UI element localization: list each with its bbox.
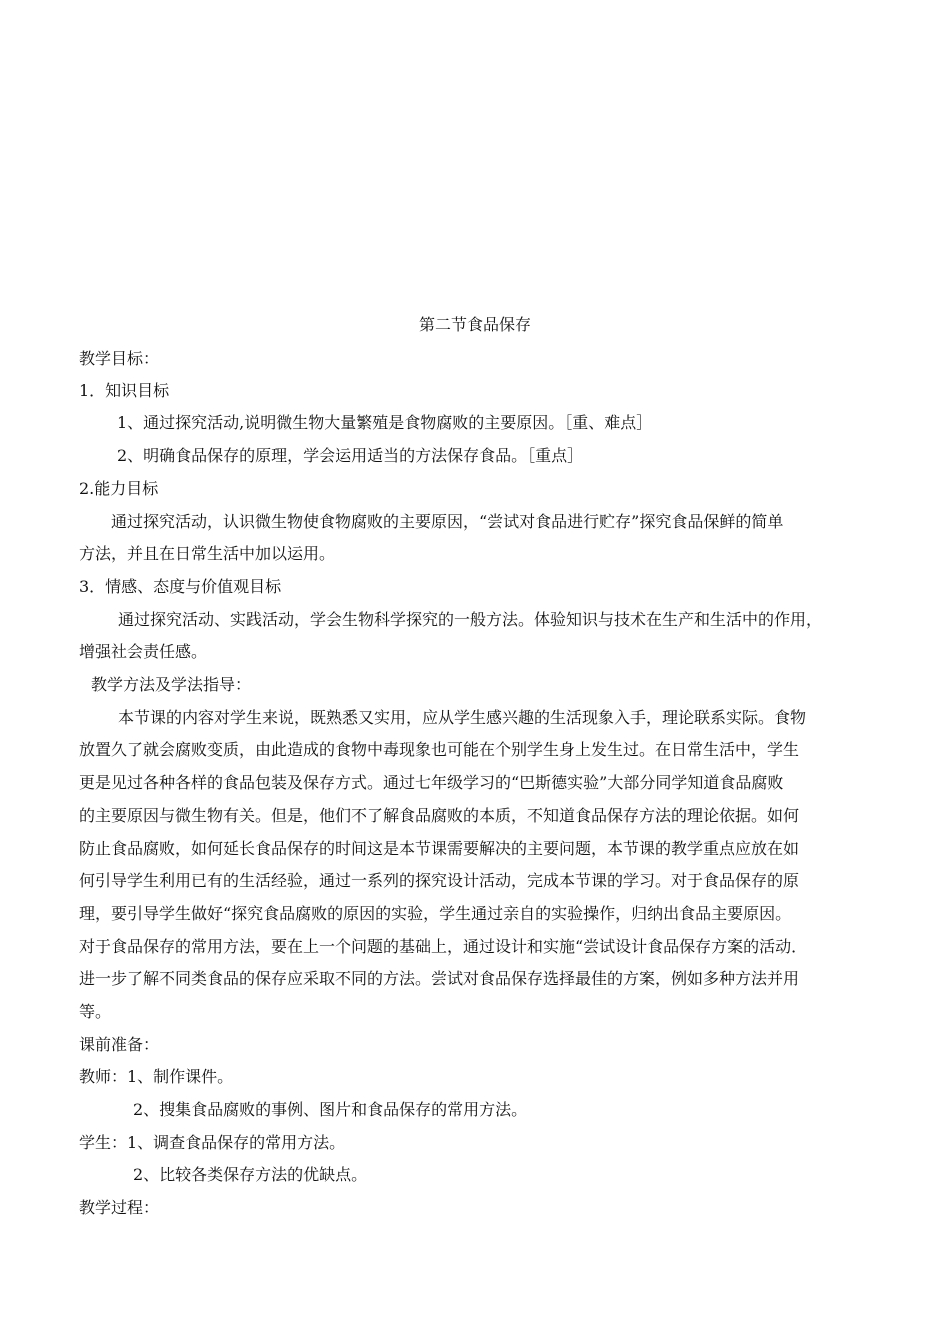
emotion-line-2: 增强社会责任感。 [79, 642, 208, 661]
emotion-heading: 3．情感、态度与价值观目标 [79, 577, 282, 596]
knowledge-heading: 1．知识目标 [79, 381, 170, 400]
method-line-8: 对于食品保存的常用方法，要在上一个问题的基础上，通过设计和实施“尝试设计食品保存方案的活动． [79, 937, 808, 956]
method-line-1: 本节课的内容对学生来说，既熟悉又实用，应从学生感兴趣的生活现象入手，理论联系实际。食物 [118, 708, 807, 727]
knowledge-item-2: 2、明确食品保存的原理，学会运用适当的方法保存食品。［重点］ [117, 446, 584, 465]
method-line-10: 等。 [79, 1002, 112, 1021]
ability-heading: 2.能力目标 [79, 479, 159, 498]
prep-teacher-1: 教师：1、制作课件。 [79, 1067, 234, 1086]
method-line-9: 进一步了解不同类食品的保存应采取不同的方法。尝试对食品保存选择最佳的方案，例如多种方法并用 [79, 969, 800, 988]
knowledge-item-1: 1、通过探究活动,说明微生物大量繁殖是食物腐败的主要原因。［重、难点］ [117, 413, 653, 432]
prep-teacher-2: 2、搜集食品腐败的事例、图片和食品保存的常用方法。 [133, 1100, 528, 1119]
method-line-4: 的主要原因与微生物有关。但是，他们不了解食品腐败的本质，不知道食品保存方法的理论依据。如何 [79, 806, 800, 825]
method-heading: 教学方法及学法指导： [91, 675, 252, 694]
ability-line-1: 通过探究活动，认识微生物使食物腐败的主要原因，“尝试对食品进行贮存”探究食品保鲜的简单 [111, 512, 784, 531]
emotion-line-1: 通过探究活动、实践活动，学会生物科学探究的一般方法。体验知识与技术在生产和生活中的作用， [118, 610, 823, 629]
prep-student-1: 学生：1、调查食品保存的常用方法。 [79, 1133, 346, 1152]
objectives-heading: 教学目标： [79, 349, 160, 368]
method-line-2: 放置久了就会腐败变质，由此造成的食物中毒现象也可能在个别学生身上发生过。在日常生活中，学生 [79, 740, 800, 759]
prep-student-2: 2、比较各类保存方法的优缺点。 [133, 1165, 368, 1184]
method-line-5: 防止食品腐败，如何延长食品保存的时间这是本节课需要解决的主要问题，本节课的教学重点应放在如 [79, 839, 800, 858]
page-title: 第二节食品保存 [418, 315, 531, 334]
method-line-3: 更是见过各种各样的食品包装及保存方式。通过七年级学习的“巴斯德实验”大部分同学知道食品腐败 [79, 773, 784, 792]
process-heading: 教学过程： [79, 1198, 160, 1217]
prep-heading: 课前准备： [79, 1035, 160, 1054]
method-line-6: 何引导学生利用已有的生活经验，通过一系列的探究设计活动，完成本节课的学习。对于食品保存的原 [79, 871, 800, 890]
ability-line-2: 方法，并且在日常生活中加以运用。 [79, 544, 336, 563]
method-line-7: 理，要引导学生做好“探究食品腐败的原因的实验，学生通过亲自的实验操作，归纳出食品主要原因。 [79, 904, 792, 923]
